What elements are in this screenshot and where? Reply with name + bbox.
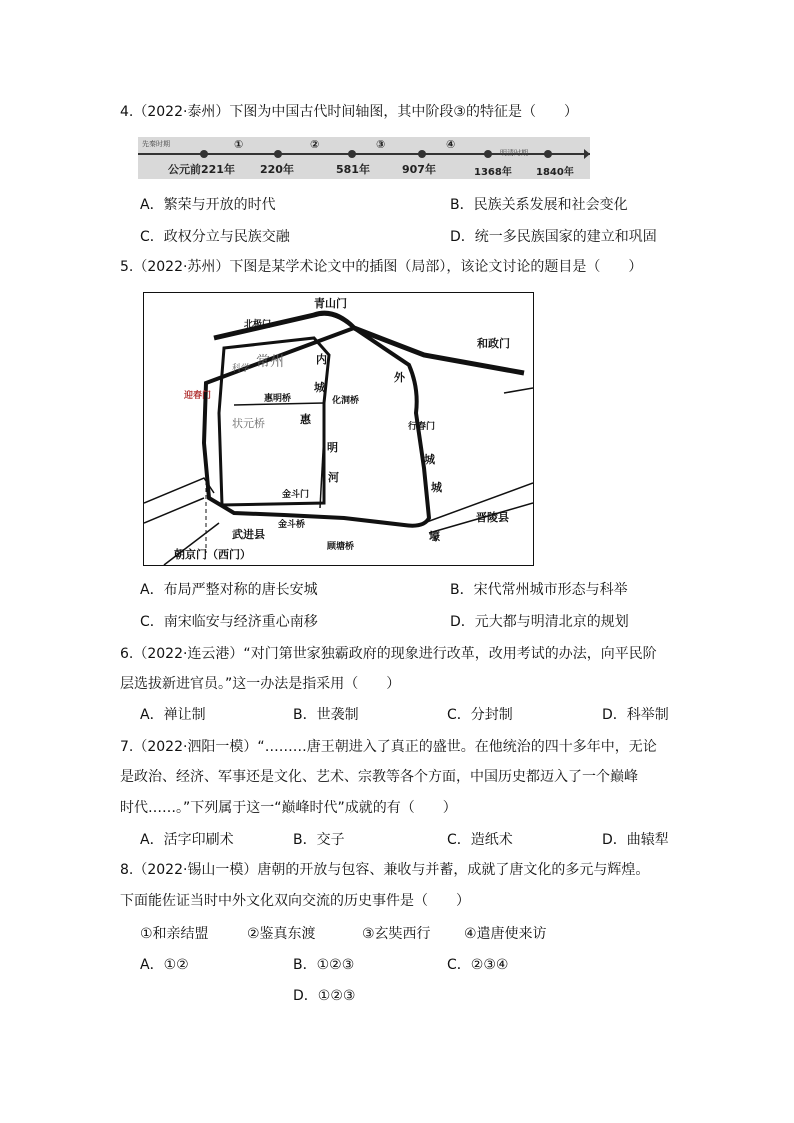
q8-option-c[interactable]: C．②③④ — [447, 957, 509, 973]
q8-item-4: ④遣唐使来访 — [464, 926, 547, 942]
label-jinling-county: 晋陵县 — [476, 511, 509, 524]
label-chaojing-gate: 朝京门（西门） — [174, 548, 251, 561]
label-huiming-bridge: 惠明桥 — [264, 394, 292, 404]
stage-mark-1: ① — [234, 138, 244, 151]
label-cheng-outer1: 城 — [424, 453, 435, 466]
q4-option-b[interactable]: B．民族关系发展和社会变化 — [450, 197, 628, 213]
label-wai: 外 — [394, 371, 405, 384]
q6-stem-line1: 6.（2022·连云港）“对门第世家独霸政府的现象进行改革，改用考试的办法，向平民阶 — [120, 646, 657, 662]
label-hualing-bridge: 化洞桥 — [332, 396, 360, 406]
label-qingshan-gate: 青山门 — [314, 297, 347, 310]
q8-stem-line1: 8.（2022·锡山一模）唐朝的开放与包容、兼收与并蓄，成就了唐文化的多元与辉煌。 — [120, 862, 650, 878]
label-jindou-gate: 金斗门 — [282, 490, 310, 500]
q4-option-a[interactable]: A．繁荣与开放的时代 — [140, 197, 276, 213]
label-zhuangyuan-bridge: 状元桥 — [232, 417, 265, 430]
q6-stem-line2: 层选拔新进官员。”这一办法是指采用（ ） — [120, 676, 401, 692]
q6-option-d[interactable]: D．科举制 — [602, 707, 669, 723]
stage-mark-2: ② — [310, 138, 320, 151]
label-hao: 壕 — [429, 530, 440, 543]
label-changzhou: 常州 — [256, 354, 284, 370]
label-nei: 内 — [316, 353, 327, 366]
q8-item-2: ②鉴真东渡 — [247, 926, 316, 942]
label-wujin-county: 武进县 — [232, 528, 265, 541]
q7-option-a[interactable]: A．活字印刷术 — [140, 832, 234, 848]
q6-option-c[interactable]: C．分封制 — [447, 707, 513, 723]
q5-option-d[interactable]: D．元大都与明清北京的规划 — [450, 614, 629, 630]
q8-option-b[interactable]: B．①②③ — [293, 957, 355, 973]
label-hui: 惠 — [300, 413, 311, 426]
stage-mark-3: ③ — [376, 138, 386, 151]
label-beiguan-gate: 北极门 — [244, 320, 272, 330]
q8-stem-line2: 下面能佐证当时中外文化双向交流的历史事件是（ ） — [120, 893, 470, 909]
stage-mark-4: ④ — [446, 138, 456, 151]
q8-option-d[interactable]: D．①②③ — [293, 988, 356, 1004]
label-guxiao-bridge: 顾塘桥 — [327, 542, 355, 552]
label-he: 河 — [328, 471, 339, 484]
q4-option-d[interactable]: D．统一多民族国家的建立和巩固 — [450, 229, 657, 245]
q5-stem: 5.（2022·苏州）下图是某学术论文中的插图（局部），该论文讨论的题目是（ ） — [120, 259, 643, 275]
q7-stem-line1: 7.（2022·泗阳一模）“………唐王朝进入了真正的盛世。在他统治的四十多年中，无论 — [120, 739, 657, 755]
label-xingchun-gate: 行春门 — [408, 422, 436, 432]
label-jianfu-gate: 迎春门 — [184, 391, 212, 401]
q8-item-3: ③玄奘西行 — [362, 926, 431, 942]
q4-stem: 4.（2022·泰州）下图为中国古代时间轴图，其中阶段③的特征是（ ） — [120, 104, 578, 120]
q7-option-b[interactable]: B．交子 — [293, 832, 345, 848]
year-label-6: 1840年 — [536, 167, 574, 178]
q4-timeline-figure — [138, 137, 590, 179]
timeline-late-label: 明清时期 — [500, 149, 528, 157]
label-heping-gate: 和政门 — [477, 337, 510, 350]
year-label-5: 1368年 — [474, 167, 512, 178]
label-jindou-bridge: 金斗桥 — [278, 520, 306, 530]
q5-option-b[interactable]: B．宋代常州城市形态与科举 — [450, 582, 628, 598]
year-label-1: 公元前221年 — [168, 163, 235, 176]
q5-option-c[interactable]: C．南宋临安与经济重心南移 — [140, 614, 318, 630]
q6-option-b[interactable]: B．世袭制 — [293, 707, 359, 723]
timeline-start-label: 先秦时期 — [142, 140, 170, 148]
q7-stem-line3: 时代……。”下列属于这一“巅峰时代”成就的有（ ） — [120, 800, 457, 816]
label-cheng-inner: 城 — [314, 381, 325, 394]
q7-option-d[interactable]: D．曲辕犁 — [602, 832, 669, 848]
label-cheng-outer2: 城 — [431, 481, 442, 494]
q5-option-a[interactable]: A．布局严整对称的唐长安城 — [140, 582, 318, 598]
city-walls-drawing — [144, 293, 533, 565]
q7-option-c[interactable]: C．造纸术 — [447, 832, 513, 848]
q4-option-c[interactable]: C．政权分立与民族交融 — [140, 229, 290, 245]
q5-city-map — [143, 292, 534, 566]
q6-option-a[interactable]: A．禅让制 — [140, 707, 206, 723]
label-kexue: 科学 — [232, 364, 251, 374]
year-label-4: 907年 — [402, 163, 436, 176]
q8-item-1: ①和亲结盟 — [140, 926, 209, 942]
year-label-3: 581年 — [336, 163, 370, 176]
year-label-2: 220年 — [260, 163, 294, 176]
q8-option-a[interactable]: A．①② — [140, 957, 189, 973]
label-ming: 明 — [327, 441, 338, 454]
q7-stem-line2: 是政治、经济、军事还是文化、艺术、宗教等各个方面，中国历史都迈入了一个巅峰 — [120, 769, 638, 785]
